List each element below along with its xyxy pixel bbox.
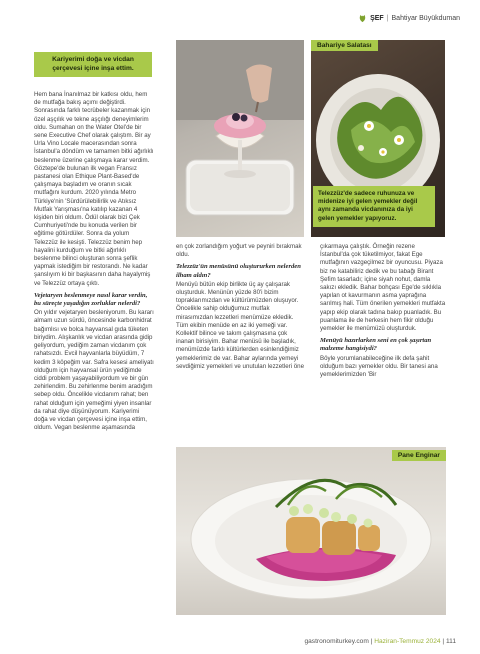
section-title: ŞEF (370, 15, 384, 22)
website: gastronomiturkey.com (304, 638, 369, 645)
interview-question: Menüyü hazırlarken seni en çok şaşırtan malzeme hangisiydi? (320, 337, 432, 353)
paragraph: çıkarmaya çalıştık. Örneğin rezene İstanbul'da çok tüketilmiyor, fakat Ege mutfağının vazgeçilmez bir oyuncusu. Piyaza biz ne katabiliriz dedik ve bu tabağı Birant Şefim tasarladı; içine siyah nohut, damla sakızı ekledik. Bahar bohçası Ege'de sıklıkla yapılan ot kavurmanın asma yaprağına sarılmış hali. Tüm önerilen yemekleri mutfakta yapıp ekip olarak tadına bakıp puanladık. Bu puanlama ile de herkesin hem fikir olduğu yemekler ile menümüzü oluşturduk. (320, 243, 446, 333)
leaf-icon (358, 14, 367, 23)
page-footer (304, 638, 456, 645)
dessert-photo (176, 40, 304, 237)
paragraph: Hem bana İnanılmaz bir katkısı oldu, hem de mutfağa bakış açımı değiştirdi. Sonrasında farklı tecrübeler kazanmak için özel aşçılık ve tekne aşçılığı deneyimlerim oldu. Sumahan on the Water Otel'de bir sene Executive Chef olarak çalıştım. Bir ay Urla Vino Locale macerasından sonra İstanbul'a döndüm ve tamamen bitki ağırlıklı beslenme üzerine çalışmaya karar verdim. Göztepe'de bulunan ilk vegan Fransız pastanesi olan Ethique Plant-Based'de çalışmaya başladım ve oranın sıcak mutfağını kurdum. 2020 yılında Metro Türkiye'nin 'Sürdürülebilirlik ve Atıksız Mutfak Yarışması'na katılıp kazanan 4 kişiden biri oldum. Ödül olarak bizi Çek Cumhuriyeti'nde bu konuda verilen bir eğitime götürdüler. Sonra da yolum Telezzüz ile kesişti. Telezzüz benim hep hayalini kurduğum ve bitki ağırlıklı beslenme bilinci oluşturan sonra şeflik yapmak istediğim bir restorandı. Ne kadar şanslıyım ki bir başkasının daha hayalymiş ve Telezzüz ortaya çıktı. (34, 91, 154, 287)
dessert-illustration (176, 40, 304, 237)
chef-name: Bahtiyar Büyükduman (391, 15, 460, 22)
text-column-2 (176, 243, 304, 375)
paragraph: Böyle yorumlanabileceğine ilk defa şahit olduğum bazı yemekler oldu. Bir tanesi ana yemeklerimizden 'Bir (320, 354, 438, 379)
paragraph: en çok zorlandığım yoğurt ve peyniri bırakmak oldu. (176, 243, 302, 259)
text-column-3 (320, 243, 446, 383)
page-number: 111 (445, 638, 456, 645)
header-separator: | (386, 15, 389, 22)
page-header (358, 14, 460, 23)
paragraph: On yıldır vejetaryen besleniyorum. Bu kararı almam uzun sürdü, öncesinde karbonhidrat bağımlısı ve bolca hayvansal gıda tüketen biriydim. Alışkanlık ve vicdan arasında gidip geliyordum, yediğim zaman vicdanım çok rahatsızdı. Evcil hayvanlarla büyüdüm, 7 kedim 3 köpeğim var. Safra kesesi ameliyatı olduğum için hayvansal ürün yediğimde ciddi problem yaşayabiliyordum ve bir gün zehirlendim. Bu zehirlenme benim aradığım sebep oldu. Öncelikle vicdanım rahat; ben rahat olduğum için yemeğimi yiyen insanlar da rahat diye düşünüyorum. Kariyerimi doğa ve vicdan çerçevesi içine inşa ettim, oldum. Vegan beslenme aşamasında (34, 309, 154, 432)
photo-caption: Telezzüz'de sadece ruhunuza ve midenize iyi gelen yemekler değil aynı zamanda vicdanınıza da iyi gelen yemekler yapıyoruz. (313, 186, 435, 227)
paragraph: Menüyü bütün ekip birlikte üç ay çalışarak oluşturduk. Menünün yüzde 80'i bizim topraklarımızdan ve kültürümüzden oluşuyor. Öncelikle sahip olduğumuz mutfak mirasımızdan lezzetleri menümüze ekledik. Tüm ekibin menüde en az iki yemeği var. Kollektif bilince ve takım çalışmasına çok inanan birisiyim. Bahar menüsü ile başladık, menümüzde farklı kültürlerden esinlendiğimiz yemeklerimiz de var. Bahar aylarında yemeyi sevdiğimiz yemekleri ve unutulan lezzetleri öne (176, 280, 304, 370)
interview-question: Telezzüz'ün menüsünü oluştururken nelerden ilham aldın? (176, 263, 301, 279)
footer-separator: | (442, 638, 445, 645)
footer-separator: | (370, 638, 373, 645)
photo-label-pane: Pane Enginar (392, 450, 446, 461)
issue-date: Haziran-Temmuz 2024 (374, 638, 441, 645)
artichoke-illustration (176, 447, 446, 615)
pull-quote: Kariyerimi doğa ve vicdan çerçevesi içine inşa ettim. (34, 52, 152, 77)
artichoke-photo (176, 447, 446, 615)
photo-label-salad: Bahariye Salatası (311, 40, 378, 51)
interview-question: Vejetaryen beslenmeye nasıl karar verdin, bu süreçte yaşadığın zorluklar nelerdi? (34, 291, 148, 308)
text-column-1 (34, 91, 154, 436)
